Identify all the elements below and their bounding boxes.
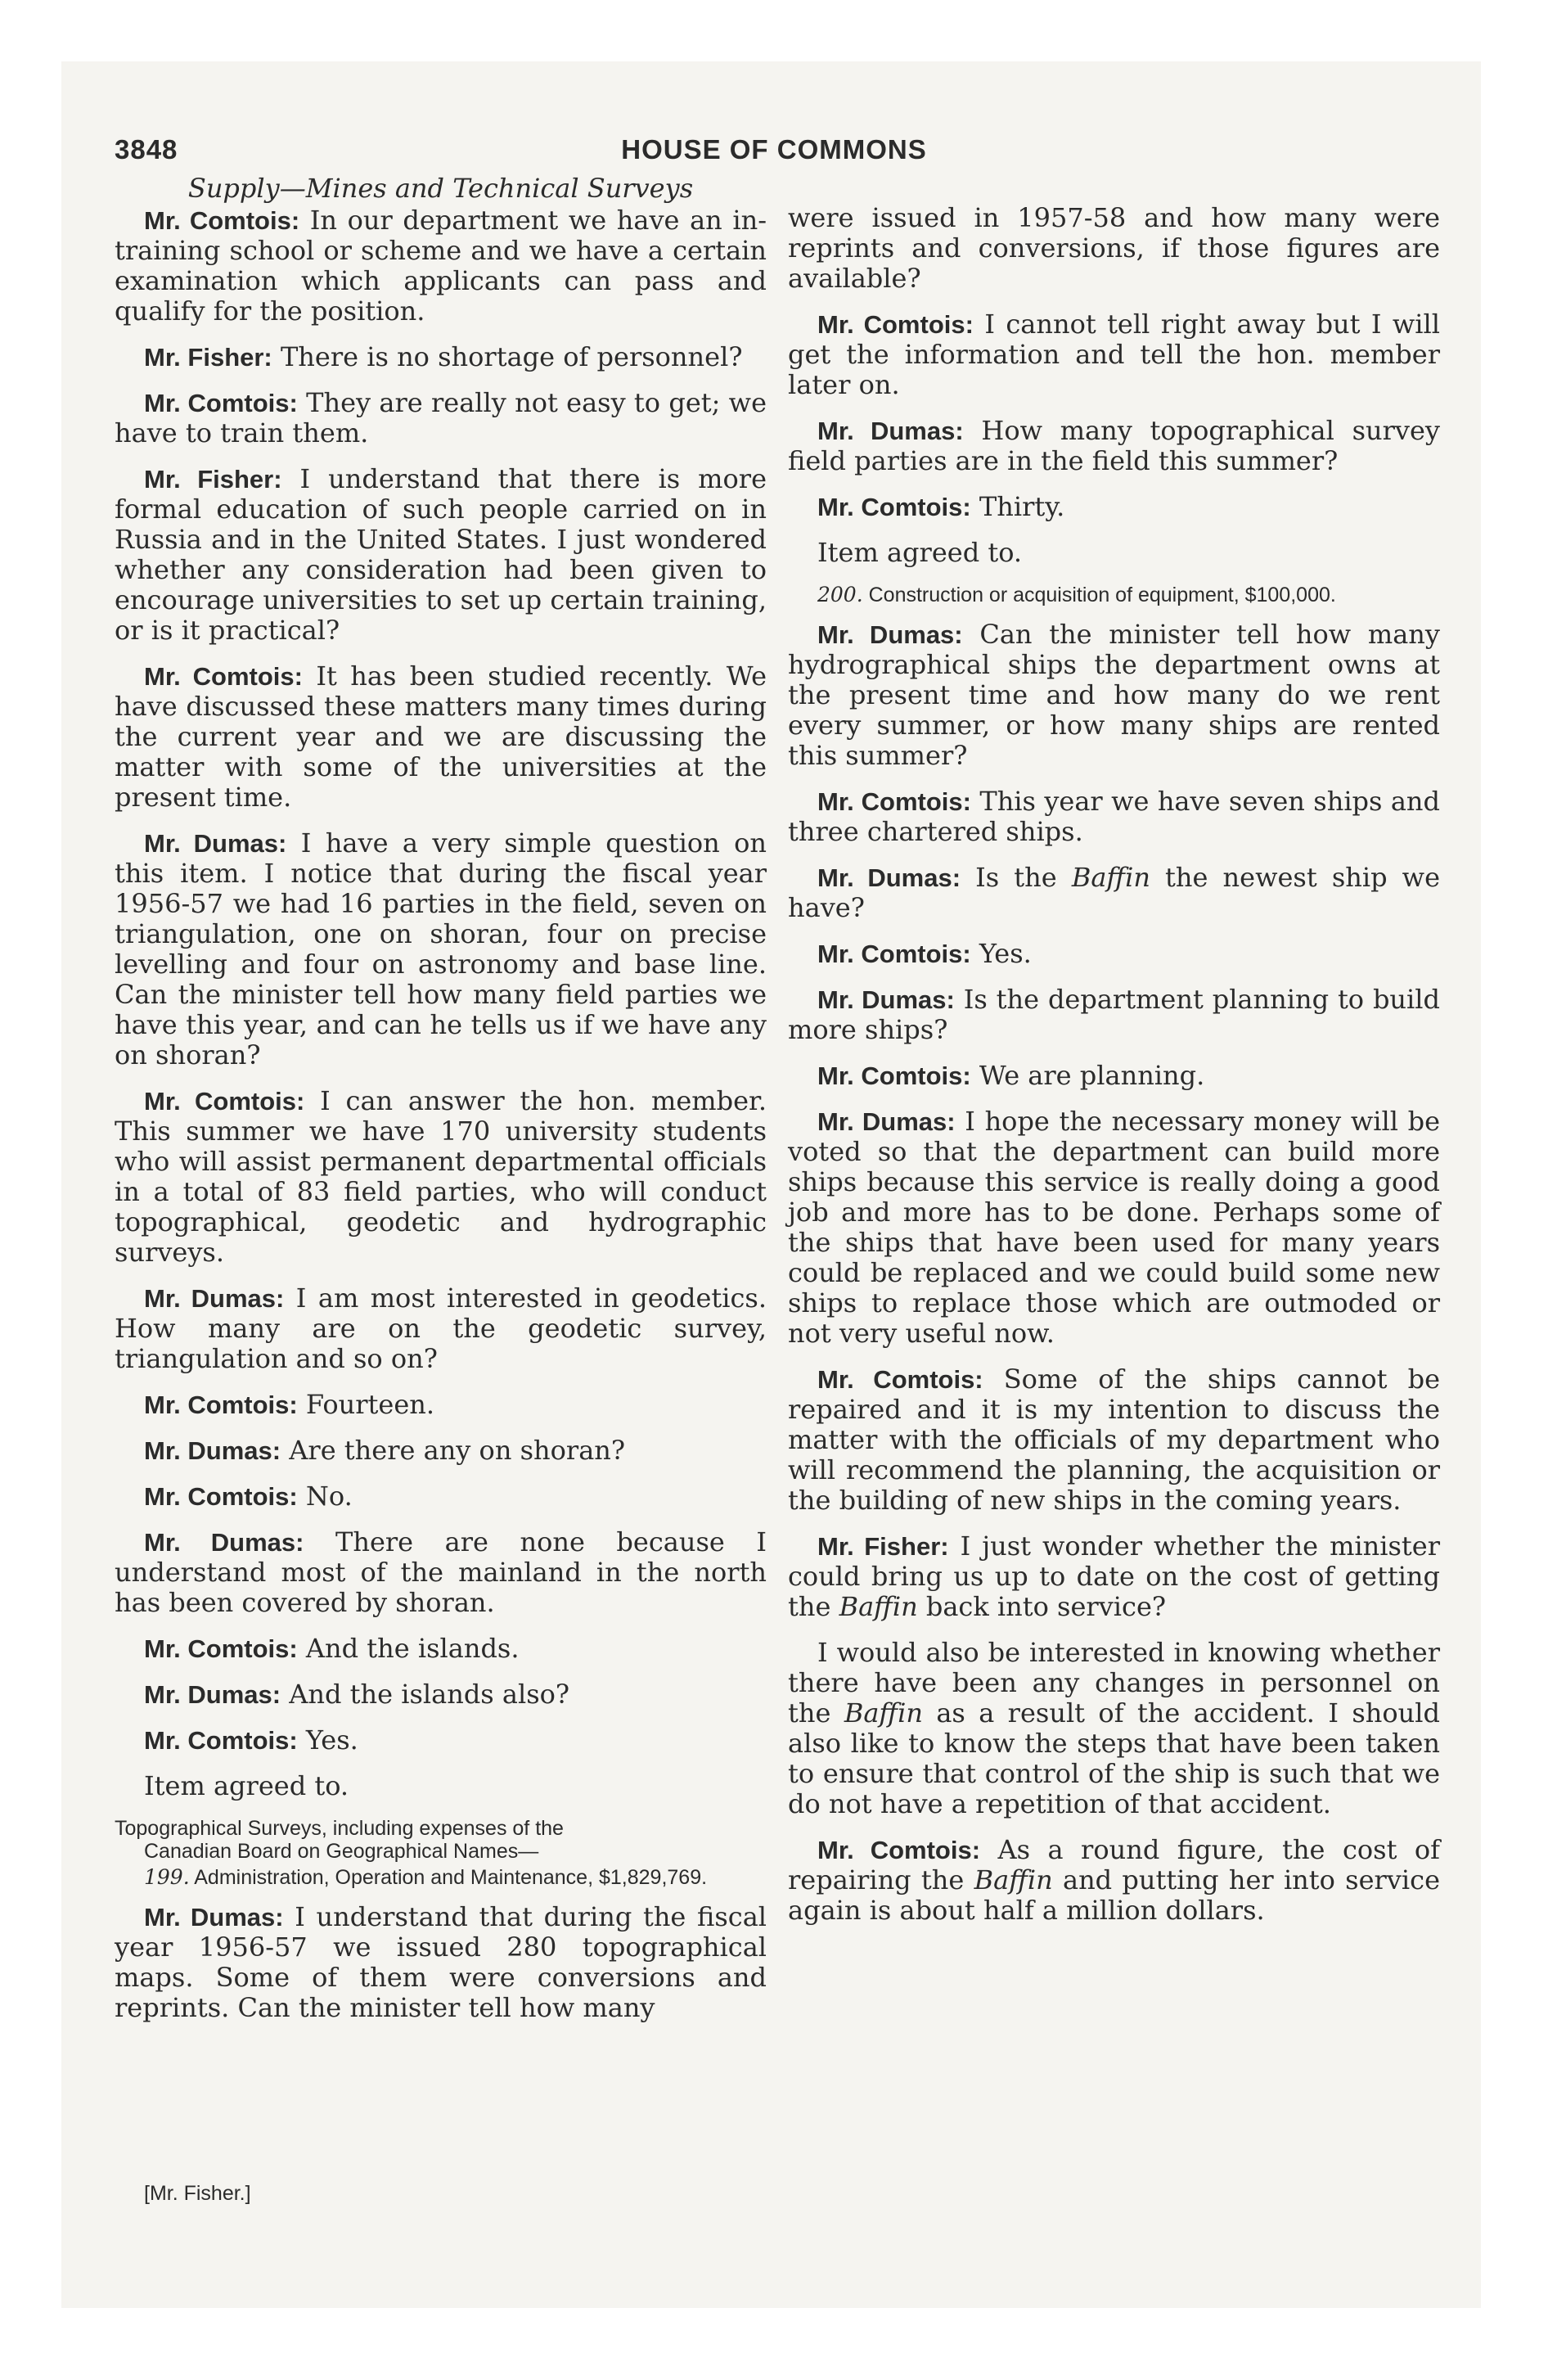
speech-text: As a round figure, the cost of repairing the [788,1834,1441,1895]
speech-paragraph [115,1725,767,1756]
speech-text: In our department we have an in-training school or scheme and we have a certain examination which applicants can pass and qualify for the position. [115,205,767,327]
vote-heading [115,1817,767,1863]
speaker-name: Mr. Dumas: [144,1436,281,1465]
speech-paragraph [115,464,767,646]
speaker-name: Mr. Comtois: [817,1365,983,1394]
speech-paragraph [115,1902,767,2023]
page-number: 3848 [115,134,178,165]
speech-paragraph [115,1436,767,1466]
speech-text: Is the [975,862,1072,893]
speaker-name: Mr. Comtois: [144,1634,298,1663]
speech-paragraph [115,1390,767,1420]
speaker-name: Mr. Comtois: [817,940,971,968]
speech-paragraph [788,1364,1440,1516]
speech-text: I cannot tell right away but I will get the information and tell the hon. member later on. [788,309,1441,400]
speaker-name: Mr. Comtois: [144,1391,298,1419]
speaker-name: Mr. Dumas: [144,829,287,858]
speech-text: Can the minister tell how many hydrographical ships the department owns at the present time and how many do we rent every summer, or how many ships are rented this summer? [788,619,1440,771]
speech-paragraph [115,1283,767,1374]
speaker-name: Mr. Dumas: [817,985,955,1014]
vote-number: 199. [144,1865,190,1889]
speech-paragraph [115,205,767,327]
speech-paragraph [115,1634,767,1664]
vote-number: 200. [817,583,863,606]
ship-name: Baffin [1071,862,1150,893]
speech-paragraph [788,1531,1440,1622]
speech-text: And the islands. [305,1633,520,1664]
vote-item [788,584,1440,606]
speaker-name: Mr. Comtois: [144,389,298,417]
speech-text: Is the department planning to build more ships? [788,984,1440,1045]
speech-text: I understand that there is more formal education of such people carried on in Russia and in the United States. I just wondered whether any consideration had been given to encourage universities to set up certain training, or is it practical? [115,463,767,646]
speech-paragraph [788,787,1440,847]
speech-text: were issued in 1957-58 and how many were reprints and conversions, if those figures are available? [788,202,1440,294]
speech-text: I just wonder whether the minister could bring us up to date on the cost of getting the [788,1530,1441,1622]
speaker-name: Mr. Dumas: [817,1107,956,1136]
speech-text: and putting her into service again is about half a million dollars. [788,1864,1441,1926]
speaker-name: Mr. Dumas: [144,1284,285,1313]
speaker-name: Mr. Comtois: [817,1062,971,1090]
vote-text: Construction or acquisition of equipment, $100,000. [868,584,1336,606]
speech-text: I have a very simple question on this item. I notice that during the fiscal year 1956-57 we had 16 parties in the field, seven on triangulation, one on shoran, four on precise levelling and four on astronomy and base line. Can the minister tell how many field parties we have this year, and can he tells us if we have any on shoran? [115,827,767,1071]
speech-paragraph [788,492,1440,522]
speech-text: There are none because I understand most of the mainland in the north has been covered by shoran. [115,1526,767,1618]
speaker-name: Mr. Dumas: [144,1680,281,1709]
speech-paragraph [788,985,1440,1045]
speech-paragraph [115,342,767,372]
vote-heading-line: Canadian Board on Geographical Names— [144,1840,539,1863]
page-header-title: HOUSE OF COMMONS [621,134,927,165]
speaker-name: Mr. Fisher: [817,1532,949,1561]
speech-text: Are there any on shoran? [289,1435,626,1466]
speech-text: I can answer the hon. member. This summer we have 170 university students who will assist permanent departmental officials in a total of 83 field parties, who will conduct topographical, geodetic and hydrographic surveys. [115,1085,767,1268]
speech-text: Yes. [979,938,1032,969]
speech-paragraph [788,1061,1440,1091]
speech-text: They are really not easy to get; we have to train them. [115,387,767,449]
speaker-name: Mr. Comtois: [144,1482,298,1511]
speech-paragraph [115,1481,767,1512]
speech-paragraph [115,661,767,813]
footer-note: [Mr. Fisher.] [144,2182,251,2205]
speech-text: the newest ship we have? [788,862,1440,923]
speech-paragraph [115,1086,767,1268]
speaker-name: Mr. Dumas: [817,620,963,649]
speech-paragraph [788,1638,1440,1819]
right-column [788,203,1440,1941]
speaker-name: Mr. Fisher: [144,465,282,494]
speaker-name: Mr. Comtois: [817,1836,981,1864]
speech-text: Yes. [305,1724,358,1756]
speech-paragraph [115,1679,767,1710]
speech-text: Some of the ships cannot be repaired and it is my intention to discuss the matter with the officials of my department who will recommend the planning, the acquisition or the building of new ships in the coming years. [788,1364,1441,1516]
speaker-name: Mr. Dumas: [817,863,961,892]
speech-continuation [788,203,1440,294]
item-agreed-note: Item agreed to. [144,1770,349,1801]
vote-item [115,1866,767,1889]
speaker-name: Mr. Comtois: [144,1087,305,1116]
speech-paragraph [788,939,1440,969]
speech-text: It has been studied recently. We have discussed these matters many times during the current year and we are discussing the matter with some of the universities at the present time. [115,660,767,813]
speaker-name: Mr. Comtois: [817,787,971,816]
speech-text: This year we have seven ships and three chartered ships. [788,786,1441,847]
speech-paragraph [788,620,1440,771]
speaker-name: Mr. Dumas: [144,1903,284,1931]
speech-text: Fourteen. [305,1389,435,1420]
speaker-name: Mr. Fisher: [144,343,272,372]
speech-text: No. [305,1481,353,1512]
speech-text: I understand that during the fiscal year 1956-57 we issued 280 topographical maps. Some of them were conversions and reprints. Can the minister tell how many [115,1901,767,2023]
speech-paragraph [788,1835,1440,1926]
item-agreed-note: Item agreed to. [817,537,1023,568]
section-title: Supply—Mines and Technical Surveys [187,173,694,204]
speech-text: We are planning. [979,1060,1205,1091]
speech-paragraph [115,388,767,449]
left-column [115,174,767,2039]
speech-text: How many topographical survey field parties are in the field this summer? [788,415,1440,476]
speaker-name: Mr. Comtois: [817,310,974,339]
vote-text: Administration, Operation and Maintenance, $1,829,769. [194,1866,708,1889]
ship-name: Baffin [844,1697,923,1729]
speaker-name: Mr. Comtois: [144,1726,298,1755]
ship-name: Baffin [974,1864,1053,1895]
speech-text: back into service? [917,1591,1167,1622]
speaker-name: Mr. Comtois: [144,662,303,691]
speaker-name: Mr. Dumas: [144,1528,304,1557]
speech-paragraph [788,863,1440,923]
speech-text: There is no shortage of personnel? [280,341,743,372]
speech-text: as a result of the accident. I should also like to know the steps that have been taken to ensure that control of the ship is such that we do not have a repetition of that accident. [788,1697,1441,1819]
speaker-name: Mr. Comtois: [817,493,971,521]
speech-paragraph [115,1527,767,1618]
speaker-name: Mr. Dumas: [817,417,964,445]
vote-heading-line: Topographical Surveys, including expenses of the [115,1817,564,1840]
speech-text: I would also be interested in knowing whether there have been any changes in personnel on the [788,1637,1440,1729]
speech-paragraph [788,1107,1440,1349]
speech-text: I hope the necessary money will be voted so that the department can build more ships because this service is really doing a good job and more has to be done. Perhaps some of the ships that have been used for many years could be replaced and we could build some new ships to replace those which are outmoded or not very useful now. [788,1106,1441,1349]
speech-text: Thirty. [979,491,1065,522]
speech-paragraph [788,309,1440,400]
speech-text: And the islands also? [289,1679,570,1710]
ship-name: Baffin [839,1591,918,1622]
speech-paragraph [788,416,1440,476]
speech-paragraph [115,828,767,1071]
speech-text: I am most interested in geodetics. How many are on the geodetic survey, triangulation and so on? [115,1282,767,1374]
speaker-name: Mr. Comtois: [144,206,300,235]
